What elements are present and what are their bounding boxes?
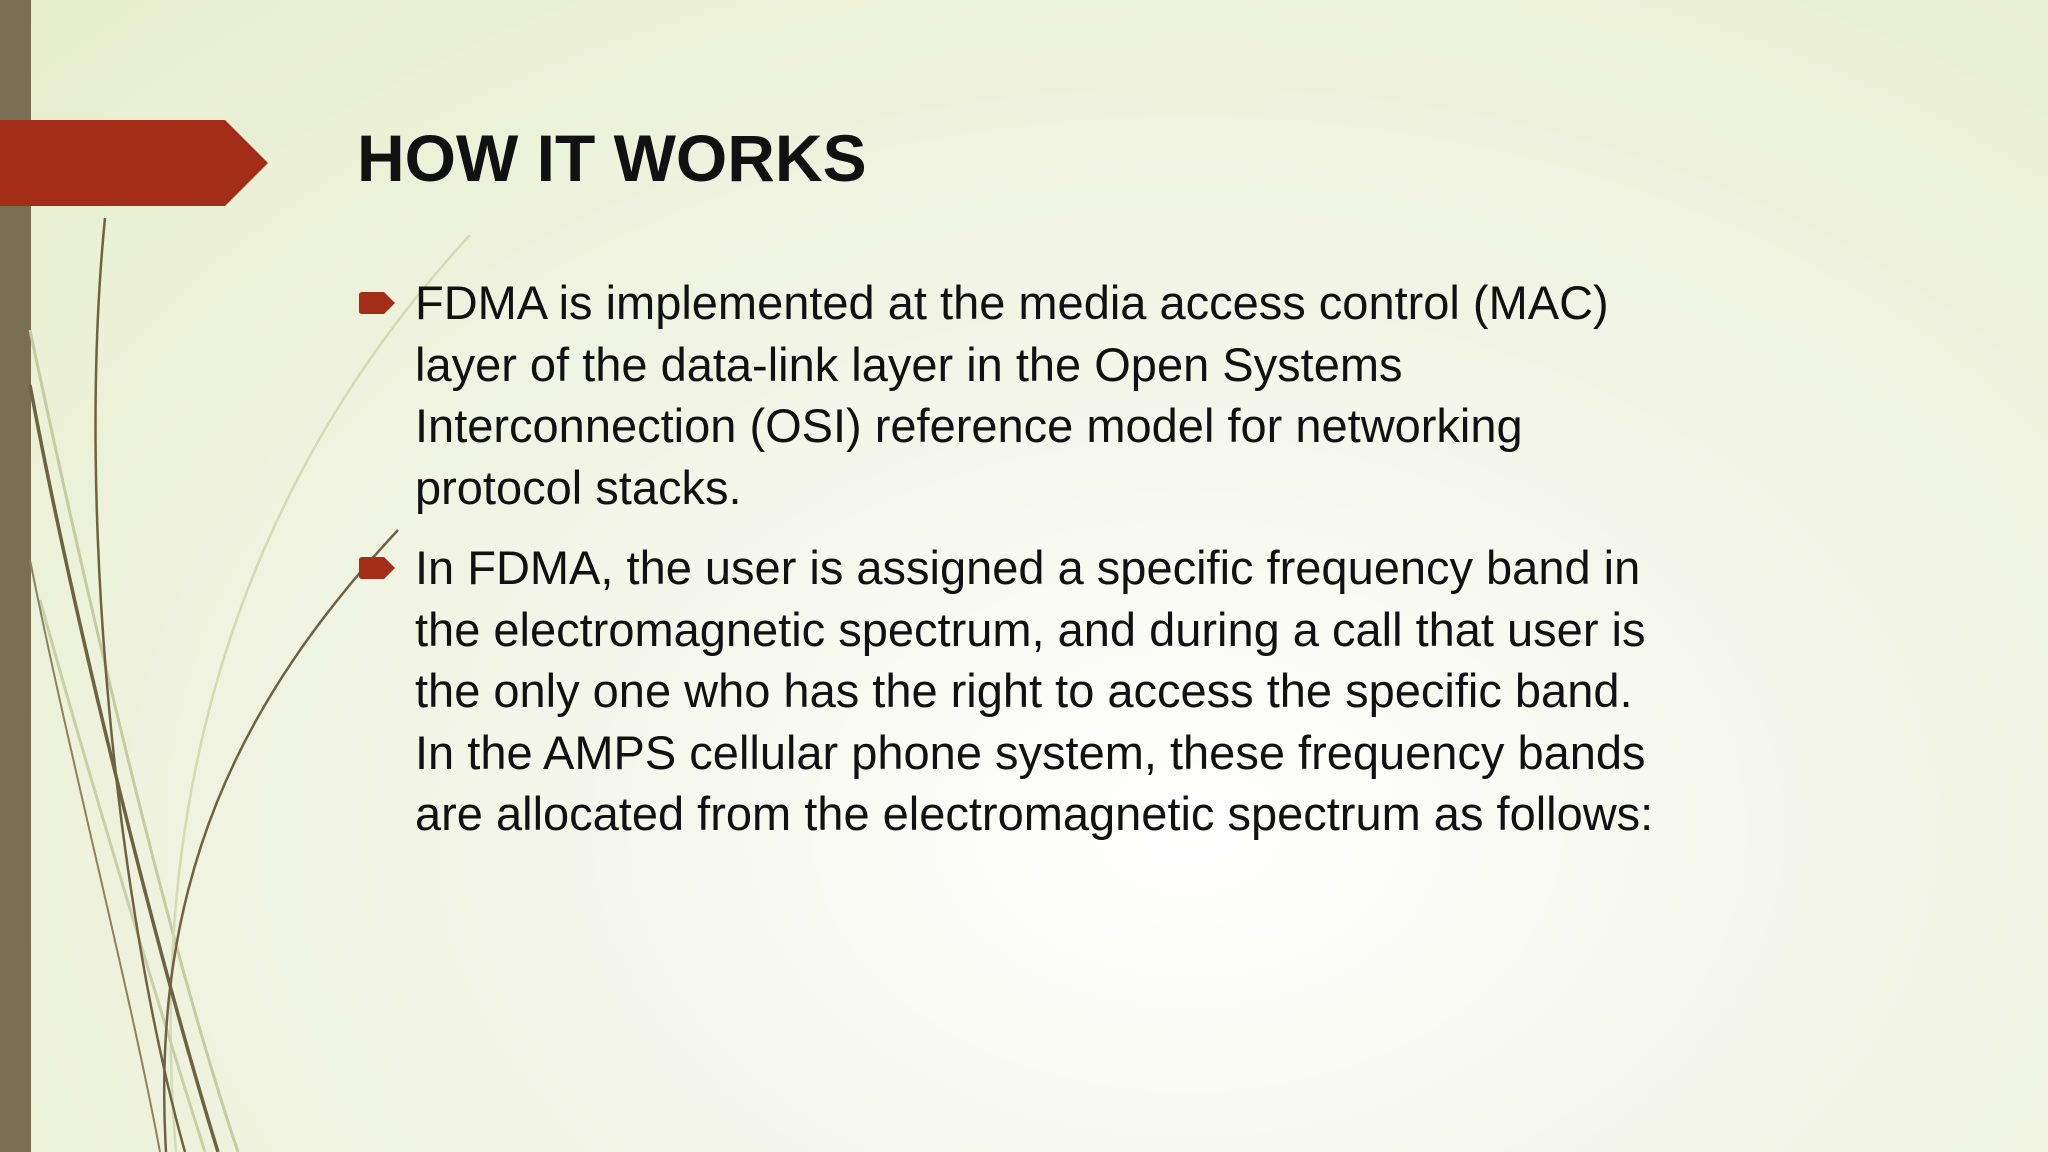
bullet-arrow-icon	[359, 557, 395, 579]
bullet-item	[357, 537, 1817, 845]
bullet-arrow-icon	[359, 292, 395, 314]
bullet-item	[357, 272, 1817, 518]
bullet-line: In FDMA, the user is assigned a specific frequency band in	[415, 541, 1641, 594]
bullet-line: Interconnection (OSI) reference model for networking	[415, 399, 1523, 452]
bullet-text	[415, 537, 1817, 845]
bullet-text	[415, 272, 1817, 518]
bullet-line: the only one who has the right to access the specific band.	[415, 664, 1633, 717]
bullet-line: protocol stacks.	[415, 460, 742, 514]
bullet-line: the electromagnetic spectrum, and during a call that user is	[415, 602, 1646, 656]
bullet-line: FDMA is implemented at the media access control (MAC)	[415, 276, 1609, 329]
slide-title: HOW IT WORKS	[357, 121, 867, 195]
bullet-line: layer of the data-link layer in the Open Systems	[415, 337, 1403, 391]
bullet-line: are allocated from the electromagnetic spectrum as follows:	[415, 787, 1654, 840]
bullet-line: In the AMPS cellular phone system, these frequency bands	[415, 725, 1646, 779]
arrow-tag-icon	[0, 120, 270, 206]
bullet-list	[357, 272, 1817, 864]
